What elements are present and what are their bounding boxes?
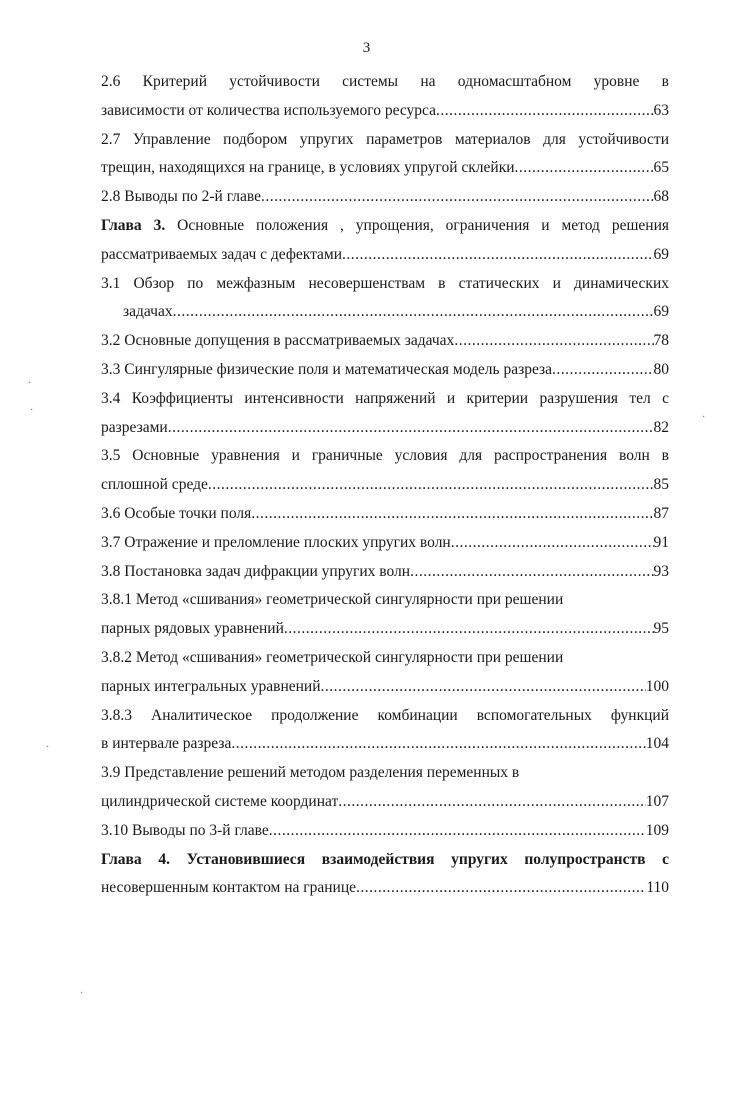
- toc-page-ref: 100: [645, 677, 669, 695]
- toc-entry-3-8-3-line-2: [101, 730, 669, 759]
- dot-leader: [284, 615, 654, 644]
- toc-entry-text: 3.8 Постановка задач дифракции упругих волн: [101, 562, 411, 580]
- scan-mark: ·: [28, 378, 32, 389]
- toc-entry-text: зависимости от количества используемого ресурса: [101, 101, 436, 119]
- dot-leader: [231, 730, 645, 759]
- dot-leader: [269, 817, 646, 846]
- toc-entry-text: цилиндрической системе координат: [101, 792, 339, 810]
- toc-entry-text: сплошной среде: [101, 476, 208, 494]
- toc-entry-3-8-2-line-1: 3.8.2 Метод «сшивания» геометрической сингулярности при решении: [101, 648, 564, 666]
- toc-entry-text: парных интегральных уравнений: [101, 677, 321, 695]
- toc-entry-3-9-line-1: 3.9 Представление решений методом разделения переменных в: [101, 764, 520, 782]
- toc-page-ref: 78: [653, 332, 669, 350]
- toc-entry-2-7-line-2: [101, 154, 669, 183]
- toc-entry-3-8: [101, 558, 669, 587]
- toc-entry-2-7-line-1: 2.7 Управление подбором упругих параметров материалов для устойчивости: [101, 130, 669, 148]
- toc-page-ref: 91: [653, 533, 669, 551]
- toc-entry-3-7: [101, 529, 669, 558]
- dot-leader: [208, 471, 654, 500]
- toc-entry-3-10: [101, 817, 669, 846]
- toc-page-ref: 80: [653, 360, 669, 378]
- toc-page-ref: 87: [653, 504, 669, 522]
- dot-leader: [251, 500, 653, 529]
- toc-page-ref: 95: [653, 620, 669, 638]
- dot-leader: [338, 788, 646, 817]
- toc-entry-3-8-1-line-2: [101, 615, 669, 644]
- toc-page-ref: 69: [653, 245, 669, 263]
- dot-leader: [454, 327, 653, 356]
- dot-leader: [515, 154, 654, 183]
- toc-entry-text: 2.8 Выводы по 2-й главе: [101, 188, 261, 206]
- dot-leader: [552, 356, 653, 385]
- chapter-title-text: Установившиеся взаимодействия упругих полупространств с: [169, 850, 669, 868]
- toc-entry-text: рассматриваемых задач с дефектами: [101, 245, 343, 263]
- table-of-contents: [101, 68, 669, 903]
- toc-entry-3-1-line-1: 3.1 Обзор по межфазным несовершенствам в статических и динамических: [101, 274, 669, 292]
- toc-entry-text: задачах: [123, 303, 173, 321]
- toc-entry-text: 3.2 Основные допущения в рассматриваемых задачах: [101, 332, 455, 350]
- toc-entry-3-1-line-2: [101, 298, 669, 327]
- toc-entry-2-6-line-1: 2.6 Критерий устойчивости системы на одномасштабном уровне в: [101, 73, 669, 90]
- dot-leader: [168, 414, 654, 443]
- dot-leader: [410, 558, 653, 587]
- toc-entry-3-8-3-line-1: 3.8.3 Аналитическое продолжение комбинации вспомогательных функций: [101, 706, 669, 724]
- toc-page-ref: 109: [645, 821, 669, 839]
- toc-entry-3-2: [101, 327, 669, 356]
- toc-entry-text: 3.6 Особые точки поля: [101, 504, 252, 522]
- dot-leader: [436, 97, 654, 126]
- toc-entry-3-4-line-2: [101, 414, 669, 443]
- toc-entry-3-8-2-line-2: [101, 673, 669, 702]
- toc-entry-2-6-line-2: [101, 97, 669, 126]
- scan-mark: ·: [702, 412, 706, 423]
- toc-page-ref: 69: [653, 303, 669, 321]
- toc-entry-text: 3.10 Выводы по 3-й главе: [101, 821, 269, 839]
- toc-entry-3-5-line-2: [101, 471, 669, 500]
- toc-page-ref: 85: [653, 476, 669, 494]
- toc-entry-text: разрезами: [101, 418, 168, 436]
- chapter-label: Глава 4.: [101, 850, 170, 868]
- toc-chapter-4-line-2: [101, 874, 669, 903]
- toc-entry-3-5-line-1: 3.5 Основные уравнения и граничные условия для распространения волн в: [101, 447, 669, 465]
- dot-leader: [261, 183, 654, 212]
- toc-chapter-3-line-2: [101, 241, 669, 270]
- toc-entry-3-4-line-1: 3.4 Коэффициенты интенсивности напряжений и критерии разрушения тел с: [101, 389, 669, 407]
- toc-entry-text: в интервале разреза: [101, 735, 232, 753]
- toc-entry-3-8-1-line-1: 3.8.1 Метод «сшивания» геометрической сингулярности при решении: [101, 591, 564, 609]
- toc-entry-text: трещин, находящихся на границе, в условиях упругой склейки: [101, 159, 515, 177]
- toc-chapter-4-line-1: [101, 846, 669, 875]
- toc-page-ref: 65: [653, 159, 669, 177]
- toc-page-ref: 68: [653, 188, 669, 206]
- toc-entry-text: несовершенным контактом на границе: [101, 879, 357, 897]
- toc-page-ref: 63: [653, 101, 669, 119]
- dot-leader: [321, 673, 646, 702]
- toc-entry-3-9-line-2: [101, 788, 669, 817]
- toc-entry-text: 3.3 Сингулярные физические поля и математическая модель разреза: [101, 360, 553, 378]
- dot-leader: [356, 874, 646, 903]
- toc-page-ref: 107: [645, 792, 669, 810]
- dot-leader: [173, 298, 654, 327]
- toc-page-ref: 82: [653, 418, 669, 436]
- scan-mark: ·: [30, 405, 34, 416]
- toc-page-ref: 110: [646, 879, 669, 897]
- page-number: 3: [362, 40, 371, 56]
- toc-chapter-3-line-1: [101, 212, 669, 241]
- toc-entry-3-6: [101, 500, 669, 529]
- scan-mark: ·: [80, 988, 84, 999]
- toc-entry-3-3: [101, 356, 669, 385]
- scan-mark: ·: [46, 742, 50, 753]
- dot-leader: [342, 241, 653, 270]
- toc-page-ref: 104: [645, 735, 669, 753]
- chapter-title-text: Основные положения , упрощения, ограничения и метод решения: [165, 216, 669, 234]
- dot-leader: [451, 529, 654, 558]
- toc-entry-2-8: [101, 183, 669, 212]
- chapter-label: Глава 3.: [101, 216, 166, 234]
- toc-entry-text: парных рядовых уравнений: [101, 620, 284, 638]
- toc-entry-text: 3.7 Отражение и преломление плоских упругих волн: [101, 533, 451, 551]
- toc-page-ref: 93: [653, 562, 669, 580]
